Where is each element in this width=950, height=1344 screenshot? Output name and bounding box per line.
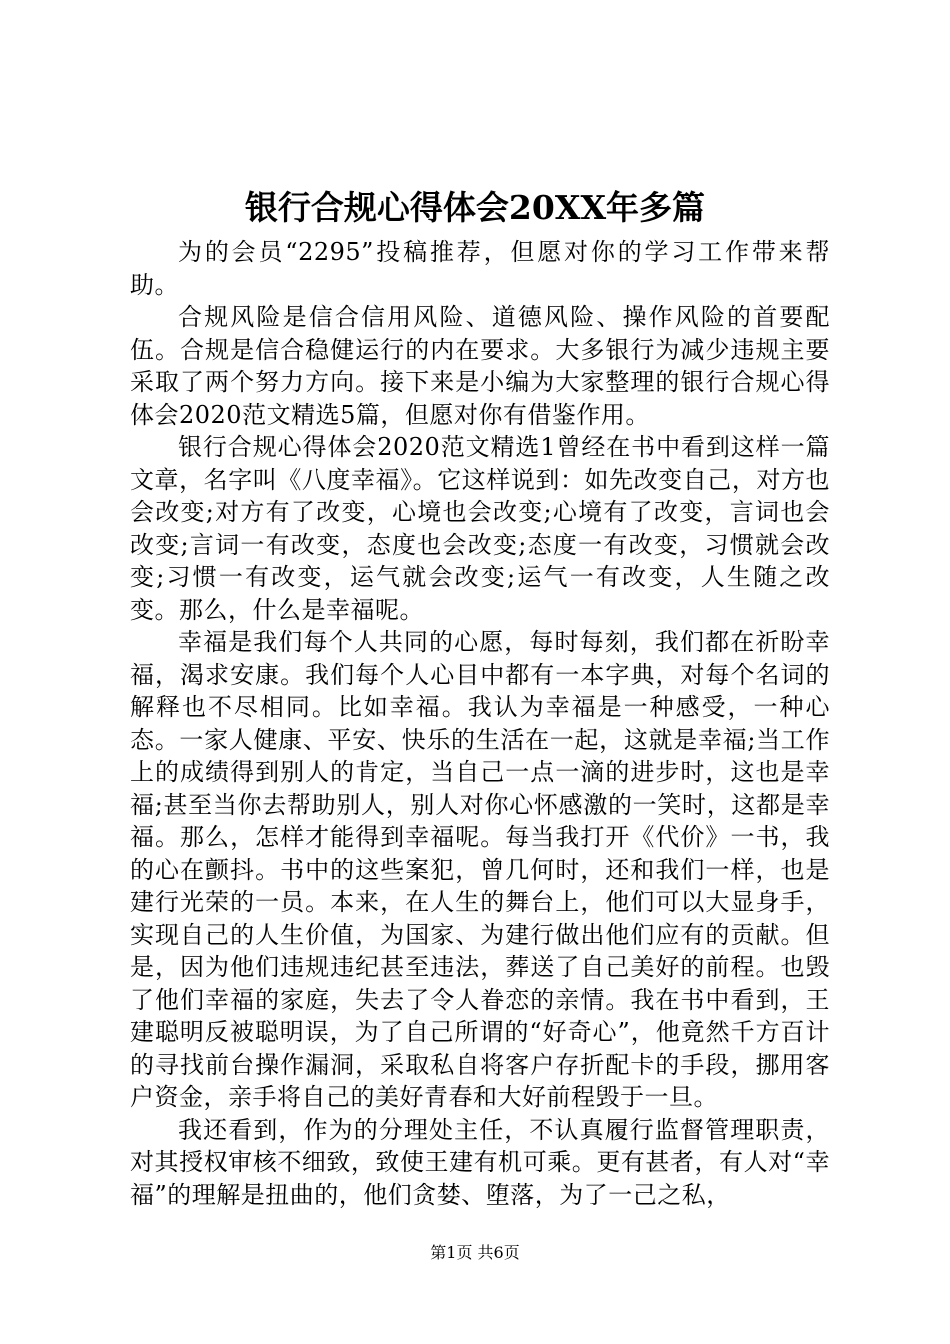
paragraph: 为的会员“2295”投稿推荐，但愿对你的学习工作带来帮助。 [130,238,830,299]
document-title: 银行合规心得体会20XX年多篇 [244,188,706,227]
paragraph: 合规风险是信合信用风险、道德风险、操作风险的首要配伍。合规是信合稳健运行的内在要求。大多银行为减少违规主要采取了两个努力方向。接下来是小编为大家整理的银行合规心得体会2020范文精选5篇，但愿对你有借鉴作用。 [130,303,830,429]
page-number-footer: 第1页 共6页 [430,1243,520,1262]
document-body [130,236,830,1211]
paragraph: 我还看到，作为的分理处主任，不认真履行监督管理职责，对其授权审核不细致，致使王建有机可乘。更有甚者，有人对“幸福”的理解是扭曲的，他们贪婪、堕落，为了一己之私， [130,1115,830,1209]
paragraph: 银行合规心得体会2020范文精选1曾经在书中看到这样一篇文章，名字叫《八度幸福》。它这样说到：如先改变自己，对方也会改变;对方有了改变，心境也会改变;心境有了改变，言词也会改变;言词一有改变，态度也会改变;态度一有改变，习惯就会改变;习惯一有改变，运气就会改变;运气一有改变，人生随之改变。那么，什么是幸福呢。 [130,433,830,624]
paragraph: 幸福是我们每个人共同的心愿，每时每刻，我们都在祈盼幸福，渴求安康。我们每个人心目中都有一本字典，对每个名词的解释也不尽相同。比如幸福。我认为幸福是一种感受，一种心态。一家人健康、平安、快乐的生活在一起，这就是幸福;当工作上的成绩得到别人的肯定，当自己一点一滴的进步时，这也是幸福;甚至当你去帮助别人，别人对你心怀感激的一笑时，这都是幸福。那么，怎样才能得到幸福呢。每当我打开《代价》一书，我的心在颤抖。书中的这些案犯，曾几何时，还和我们一样，也是建行光荣的一员。本来，在人生的舞台上，他们可以大显身手，实现自己的人生价值，为国家、为建行做出他们应有的贡献。但是，因为他们违规违纪甚至违法，葬送了自己美好的前程。也毁了他们幸福的家庭，失去了令人眷恋的亲情。我在书中看到，王建聪明反被聪明误，为了自己所谓的“好奇心”，他竟然千方百计的寻找前台操作漏洞，采取私自将客户存折配卡的手段，挪用客户资金，亲手将自己的美好青春和大好前程毁于一旦。 [130,628,830,1111]
